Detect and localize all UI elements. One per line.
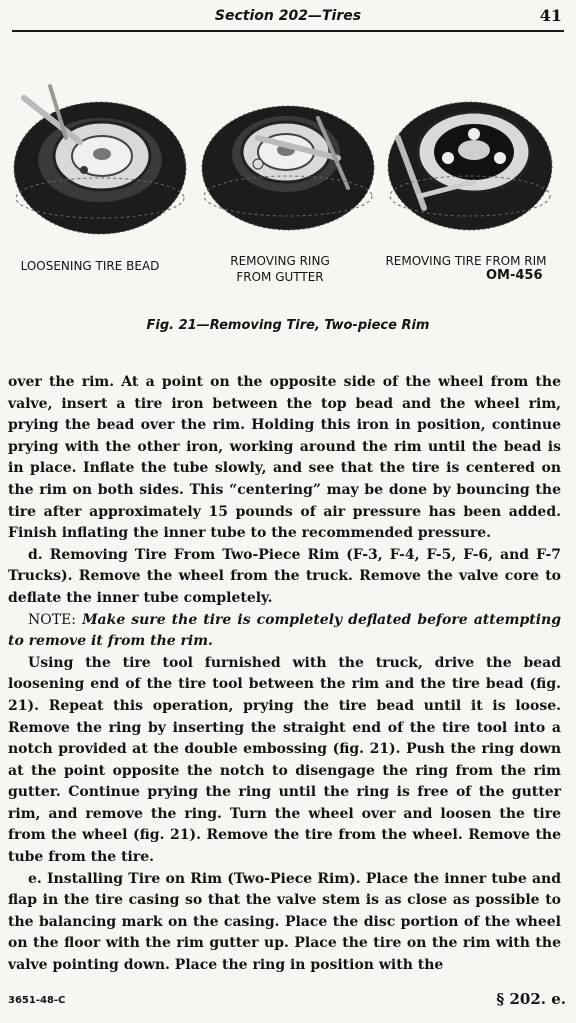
figure-title: Fig. 21—Removing Tire, Two-piece Rim <box>146 318 430 333</box>
paragraph: over the rim. At a point on the opposite side of the wheel from the valve, insert a tire iron between the top bead and the wheel rim, prying the bead over the rim. Holding this iron in position, continue prying with the other iron, working around the rim until the bead is in place. Inflate the tube slowly, and see that the tire is centered on the rim on both sides. This “centering” may be done by bouncing the tire after approximately 15 pounds of air pressure has been added. Finish inflating the inner tube to the recommended pressure. <box>8 374 561 542</box>
section-title: Section 202—Tires <box>214 8 362 24</box>
paragraph: Using the tire tool furnished with the truck, drive the bead loosening end of the tire tool between the rim and the tire bead (fig. 21). Repeat this operation, prying the tire bead until it is loose. Remove the ring by inserting the straight end of the tire tool into a notch provided at the double embossing (fig. 21). Push the ring down at the point opposite the notch to disengage the ring from the rim gutter. Continue prying the ring until the ring is free of the gutter rim, and remove the ring. Turn the wheel over and loosen the tire from the wheel (fig. 21). Remove the tire from the wheel. Remove the tube from the tire. <box>8 654 561 866</box>
figure-code: OM-456 <box>486 268 543 283</box>
caption-loosening: LOOSENING TIRE BEAD <box>20 259 160 273</box>
note-label: NOTE: <box>28 611 77 628</box>
tire-illustration-loosening <box>10 78 190 248</box>
body-text <box>8 372 561 977</box>
paragraph: e. Installing Tire on Rim (Two-Piece Rim). Place the inner tube and flap in the tire casing so that the valve stem is as close as possible to the balancing mark on the casing. Place the disc portion of the wheel on the floor with the rim gutter up. Place the tire on the rim with the valve pointing down. Place the ring in position with the <box>8 870 561 974</box>
tire-illustration-ring <box>198 78 378 248</box>
caption-removing-ring: REMOVING RING FROM GUTTER <box>230 254 330 284</box>
caption-removing-tire: REMOVING TIRE FROM RIM <box>385 254 547 268</box>
page-number: 41 <box>539 6 562 25</box>
tire-illustration-removing <box>384 78 564 248</box>
note-text: Make sure the tire is completely deflated before attempting to remove it from the rim. <box>8 611 561 650</box>
note-paragraph <box>8 610 561 653</box>
footer-code: 3651-48-C <box>8 995 66 1006</box>
paragraph: d. Removing Tire From Two-Piece Rim (F-3, F-4, F-5, F-6, and F-7 Trucks). Remove the wheel from the truck. Remove the valve core to deflate the inner tube completely. <box>8 546 561 606</box>
figure-21 <box>0 78 576 248</box>
page-header <box>12 4 564 32</box>
footer-section-ref: § 202. e. <box>496 990 566 1008</box>
